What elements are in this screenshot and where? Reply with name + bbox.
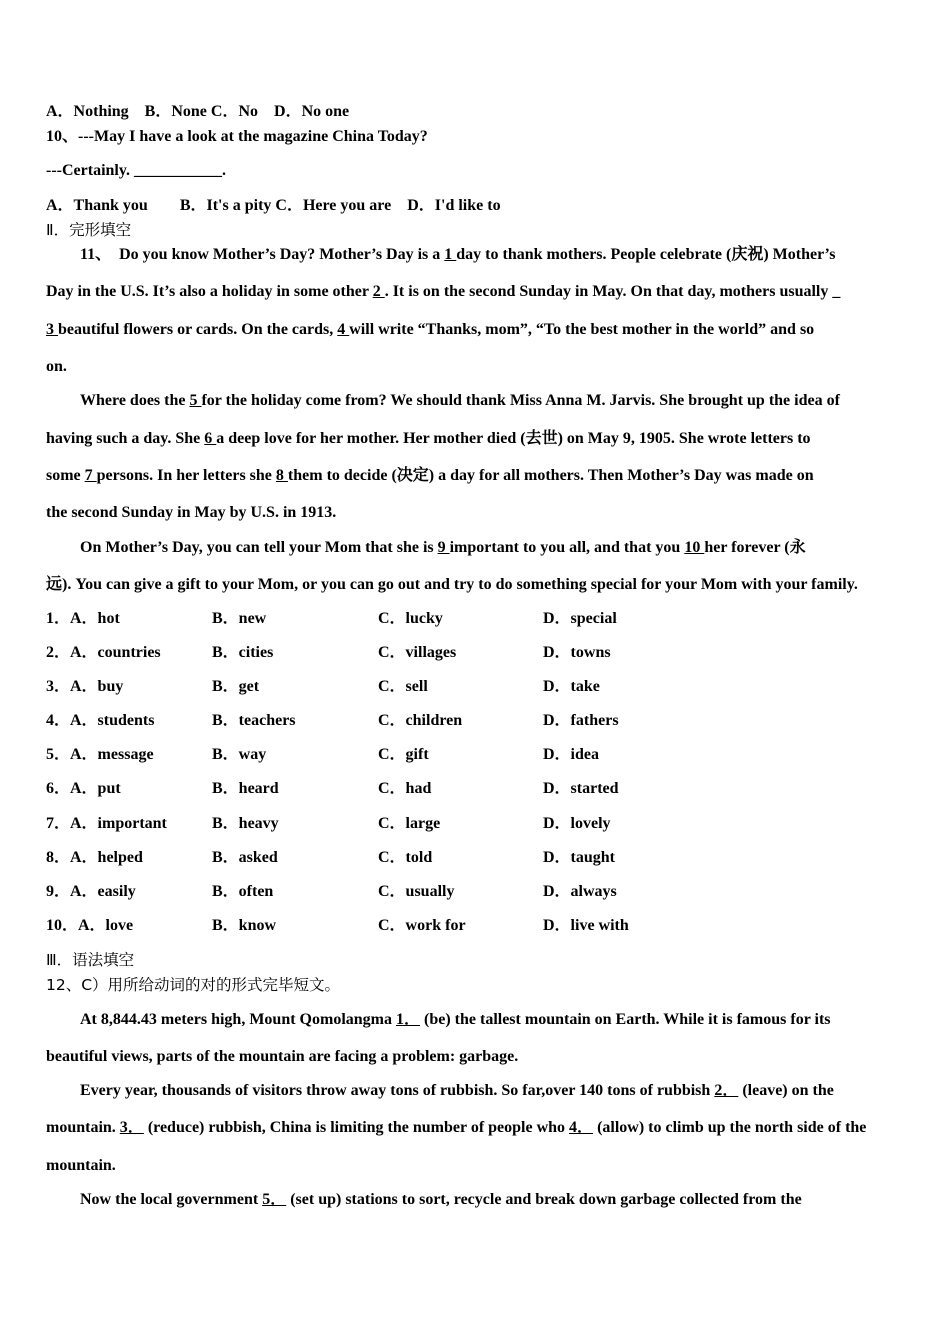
text-run: Now the local government xyxy=(80,1191,263,1208)
cloze-p2-line3 xyxy=(46,466,814,486)
option-8a: 8．A．helped xyxy=(46,849,143,866)
blank-4: 4 xyxy=(337,321,350,338)
cloze-p1-line2 xyxy=(46,282,840,302)
option-1c: C．lucky xyxy=(378,610,443,627)
text-run: having such a day. She xyxy=(46,430,205,447)
text-run: (be) the tallest mountain on Earth. While it is famous for its xyxy=(420,1011,831,1028)
grammar-blank-2: 2． xyxy=(714,1082,739,1099)
section-3-title: Ⅲ．语法填空 xyxy=(46,951,135,969)
text-run: important to you all, and that you xyxy=(449,539,685,556)
option-9c: C．usually xyxy=(378,883,455,900)
option-1a: 1．A．hot xyxy=(46,610,120,627)
cloze-p2-line4: the second Sunday in May by U.S. in 1913. xyxy=(46,504,337,521)
option-6a: 6．A．put xyxy=(46,780,121,797)
grammar-blank-1: 1． xyxy=(395,1011,420,1028)
text-run: beautiful flowers or cards. On the cards, xyxy=(58,321,338,338)
q10-options: A．Thank you B．It's a pity C．Here you are D．I'd like to xyxy=(46,197,501,214)
q12-p1-line2: beautiful views, parts of the mountain are facing a problem: garbage. xyxy=(46,1048,519,1065)
blank-8: 8 xyxy=(275,467,288,484)
option-10d: D．live with xyxy=(543,917,629,934)
option-7d: D．lovely xyxy=(543,815,611,832)
q12-p1-line1 xyxy=(80,1010,831,1030)
option-5b: B．way xyxy=(212,746,267,763)
q12-p2-line2 xyxy=(46,1118,866,1138)
text-run: some xyxy=(46,467,85,484)
option-5d: D．idea xyxy=(543,746,600,763)
q12-p3-line1 xyxy=(80,1190,802,1210)
option-8c: C．told xyxy=(378,849,433,866)
option-1b: B．new xyxy=(212,610,267,627)
blank-5: 5 xyxy=(189,392,202,409)
text-run: (set up) stations to sort, recycle and break down garbage collected from the xyxy=(286,1191,802,1208)
text-run: . It is on the second Sunday in May. On that day, mothers usually _ xyxy=(384,283,841,300)
text-run: day to thank mothers. People celebrate (庆祝) Mother’s xyxy=(456,246,836,263)
option-2b: B．cities xyxy=(212,644,274,661)
option-10c: C．work for xyxy=(378,917,466,934)
option-9d: D．always xyxy=(543,883,617,900)
cloze-p1-line3 xyxy=(46,320,814,340)
text-run: will write “Thanks, mom”, “To the best mother in the world” and so xyxy=(349,321,815,338)
cloze-p1-line1 xyxy=(80,245,835,265)
option-2c: C．villages xyxy=(378,644,457,661)
text-run: On Mother’s Day, you can tell your Mom that she is xyxy=(80,539,438,556)
text-run: mountain. xyxy=(46,1119,120,1136)
blank-6: 6 xyxy=(204,430,217,447)
q12-p2-line1 xyxy=(80,1081,834,1101)
text-run: At 8,844.43 meters high, Mount Qomolangma xyxy=(80,1011,396,1028)
cloze-p3-line2: 远). You can give a gift to your Mom, or you can go out and try to do something special for your Mom with your family. xyxy=(46,576,858,593)
option-7c: C．large xyxy=(378,815,441,832)
text-run: Day in the U.S. It’s also a holiday in some other xyxy=(46,283,373,300)
option-7b: B．heavy xyxy=(212,815,279,832)
blank-2: 2 xyxy=(372,283,385,300)
text-run: (allow) to climb up the north side of the xyxy=(593,1119,867,1136)
option-3d: D．take xyxy=(543,678,600,695)
text-run: persons. In her letters she xyxy=(96,467,276,484)
option-5c: C．gift xyxy=(378,746,429,763)
option-8d: D．taught xyxy=(543,849,616,866)
blank-1: 1 xyxy=(444,246,457,263)
option-5a: 5．A．message xyxy=(46,746,154,763)
blank-7: 7 xyxy=(84,467,97,484)
option-3b: B．get xyxy=(212,678,260,695)
cloze-p2-line2 xyxy=(46,429,811,449)
cloze-p1-line4: on. xyxy=(46,358,67,375)
text-run: for the holiday come from? We should thank Miss Anna M. Jarvis. She brought up the idea of xyxy=(201,392,840,409)
q10-stem xyxy=(46,127,428,147)
blank-9: 9 xyxy=(437,539,450,556)
section-2-title: Ⅱ．完形填空 xyxy=(46,221,132,239)
text-run: Every year, thousands of visitors throw away tons of rubbish. So far,over 140 tons of rubbish xyxy=(80,1082,715,1099)
blank-3: 3 xyxy=(46,321,58,338)
option-2a: 2．A．countries xyxy=(46,644,161,661)
text-run: (reduce) rubbish, China is limiting the number of people who xyxy=(143,1119,570,1136)
text-run: her forever (永 xyxy=(704,539,806,556)
blank-10: 10 xyxy=(684,539,705,556)
grammar-blank-5: 5． xyxy=(262,1191,287,1208)
q10-reply: ---Certainly. ___________. xyxy=(46,162,226,179)
option-4d: D．fathers xyxy=(543,712,619,729)
grammar-blank-3: 3． xyxy=(119,1119,144,1136)
option-3c: C．sell xyxy=(378,678,428,695)
option-1d: D．special xyxy=(543,610,617,627)
text-run: (leave) on the xyxy=(738,1082,834,1099)
text-run: Where does the xyxy=(80,392,190,409)
option-8b: B．asked xyxy=(212,849,278,866)
text-run: 11、 Do you know Mother’s Day? Mother’s Day is a xyxy=(80,246,445,263)
q9-options: A．Nothing B．None C．No D．No one xyxy=(46,103,350,120)
option-6b: B．heard xyxy=(212,780,279,797)
q12-instruction: 12、C）用所给动词的对的形式完毕短文。 xyxy=(46,976,341,994)
option-6c: C．had xyxy=(378,780,432,797)
option-9a: 9．A．easily xyxy=(46,883,136,900)
option-3a: 3．A．buy xyxy=(46,678,124,695)
option-2d: D．towns xyxy=(543,644,611,661)
option-10a: 10．A．love xyxy=(46,917,134,934)
option-10b: B．know xyxy=(212,917,277,934)
option-4a: 4．A．students xyxy=(46,712,155,729)
option-6d: D．started xyxy=(543,780,619,797)
cloze-p2-line1 xyxy=(80,391,840,411)
option-9b: B．often xyxy=(212,883,274,900)
text-run: a deep love for her mother. Her mother died (去世) on May 9, 1905. She wrote letters to xyxy=(216,430,811,447)
text-run: them to decide (决定) a day for all mothers. Then Mother’s Day was made on xyxy=(287,467,814,484)
option-7a: 7．A．important xyxy=(46,815,167,832)
option-4c: C．children xyxy=(378,712,463,729)
q10-stem-text: 10、---May I have a look at the magazine China Today? xyxy=(46,128,428,145)
cloze-p3-line1 xyxy=(80,538,806,558)
option-4b: B．teachers xyxy=(212,712,296,729)
q12-p2-line3: mountain. xyxy=(46,1157,116,1174)
grammar-blank-4: 4． xyxy=(569,1119,594,1136)
